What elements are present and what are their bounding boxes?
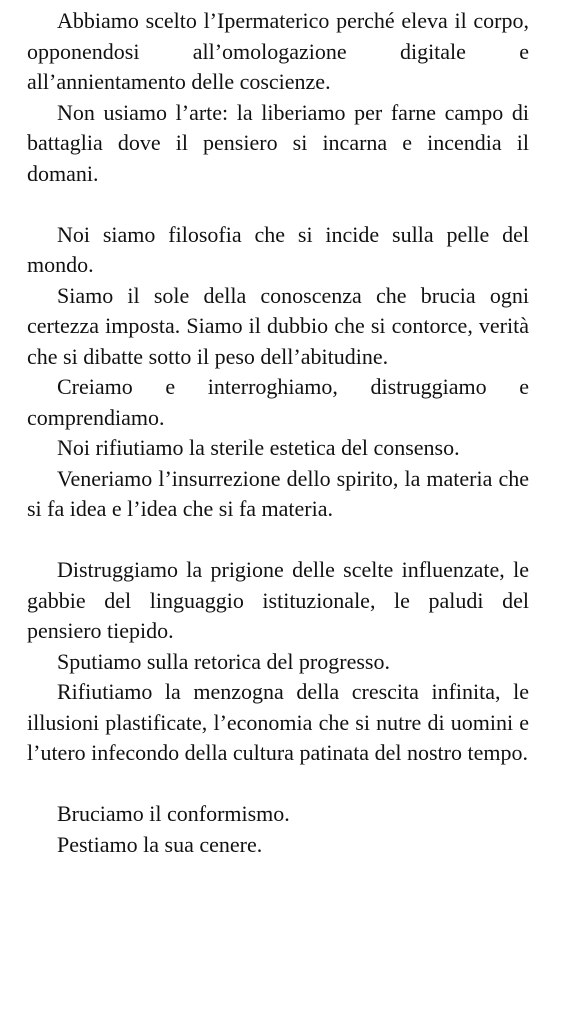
paragraph: Rifiutiamo la menzogna della crescita infinita, le illusioni plastificate, l’economia che si nutre di uomini e l’utero infecondo della cultura patinata del nostro tempo. bbox=[27, 679, 529, 765]
paragraph: Non usiamo l’arte: la liberiamo per farne campo di battaglia dove il pensiero si incarna e incendia il domani. bbox=[27, 99, 529, 186]
paragraph: Distruggiamo la prigione delle scelte influenzate, le gabbie del linguaggio istituzionale, le paludi del pensiero tiepido. bbox=[27, 557, 529, 643]
paragraph: Siamo il sole della conoscenza che brucia ogni certezza imposta. Siamo il dubbio che si contorce, verità che si dibatte sotto il peso dell’abitudine. bbox=[27, 282, 529, 369]
document-page bbox=[27, 6, 529, 860]
paragraph: Sputiamo sulla retorica del progresso. bbox=[57, 648, 390, 674]
stanza-4 bbox=[27, 799, 529, 860]
paragraph: Noi rifiutiamo la sterile estetica del consenso. bbox=[57, 435, 460, 460]
stanza-break bbox=[27, 769, 529, 800]
paragraph: Noi siamo filosofia che si incide sulla pelle del mondo. bbox=[27, 221, 529, 277]
stanza-break bbox=[27, 189, 529, 220]
stanza-1 bbox=[27, 6, 529, 189]
paragraph: Pestiamo la sua cenere. bbox=[57, 831, 263, 857]
stanza-3 bbox=[27, 555, 529, 769]
paragraph: Veneriamo l’insurrezione dello spirito, la materia che si fa idea e l’idea che si fa materia. bbox=[27, 465, 529, 521]
paragraph: Creiamo e interroghiamo, distruggiamo e comprendiamo. bbox=[27, 374, 529, 430]
stanza-2 bbox=[27, 220, 529, 525]
paragraph: Abbiamo scelto l’Ipermaterico perché eleva il corpo, opponendosi all’omologazione digitale e all’annientamento delle coscienze. bbox=[27, 8, 529, 94]
stanza-break bbox=[27, 525, 529, 556]
paragraph: Bruciamo il conformismo. bbox=[57, 801, 290, 826]
